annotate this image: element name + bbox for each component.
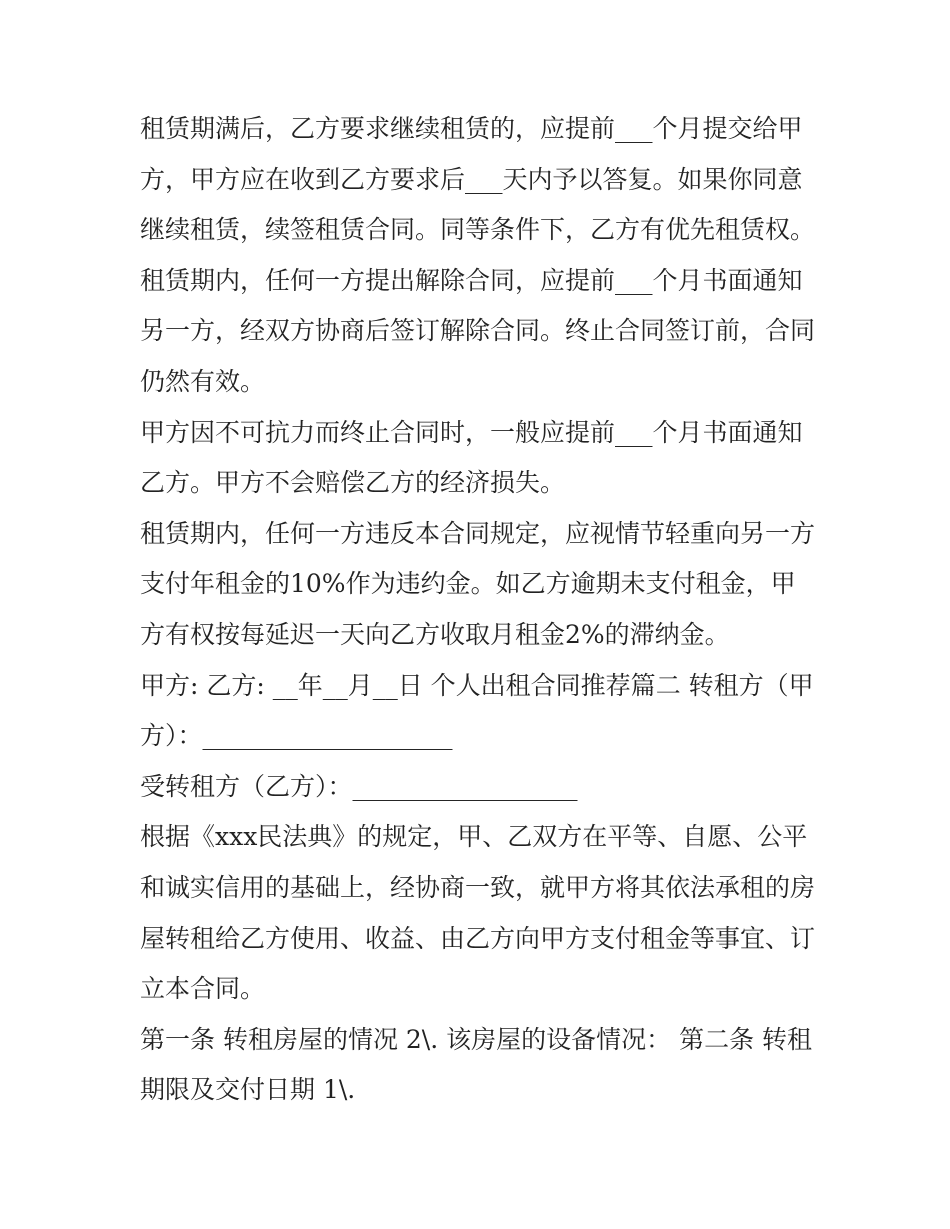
- paragraph-sublease-party-b: 受转租方（乙方）：__________________: [140, 771, 578, 801]
- document-body: [140, 104, 820, 1116]
- paragraph-breach-penalty: 租赁期内，任何一方违反本合同规定，应视情节轻重向另一方支付年租金的10%作为违约金。如乙方逾期未支付租金，甲方有权按每延迟一天向乙方收取月租金2%的滞纳金。: [140, 518, 816, 649]
- paragraph-force-majeure: 甲方因不可抗力而终止合同时，一般应提前___个月书面通知乙方。甲方不会赔偿乙方的经济损失。: [140, 417, 803, 498]
- paragraph-renewal: 租赁期满后，乙方要求继续租赁的，应提前___个月提交给甲方，甲方应在收到乙方要求后___天内予以答复。如果你同意继续租赁，续签租赁合同。同等条件下，乙方有优先租赁权。: [140, 114, 816, 245]
- paragraph-legal-basis: 根据《xxx民法典》的规定，甲、乙双方在平等、自愿、公平和诚实信用的基础上，经协商一致，就甲方将其依法承租的房屋转租给乙方使用、收益、由乙方向甲方支付租金等事宜、订立本合同。: [140, 822, 816, 1004]
- paragraph-termination-notice: 租赁期内，任何一方提出解除合同，应提前___个月书面通知另一方，经双方协商后签订解除合同。终止合同签订前，合同仍然有效。: [140, 265, 816, 396]
- paragraph-article-one-two: 第一条 转租房屋的情况 2\. 该房屋的设备情况： 第二条 转租期限及交付日期 1\.: [140, 1024, 813, 1105]
- paragraph-signature-and-sublease-party-a: 甲方: 乙方: __年__月__日 个人出租合同推荐篇二 转租方（甲方）：____________________: [140, 670, 814, 751]
